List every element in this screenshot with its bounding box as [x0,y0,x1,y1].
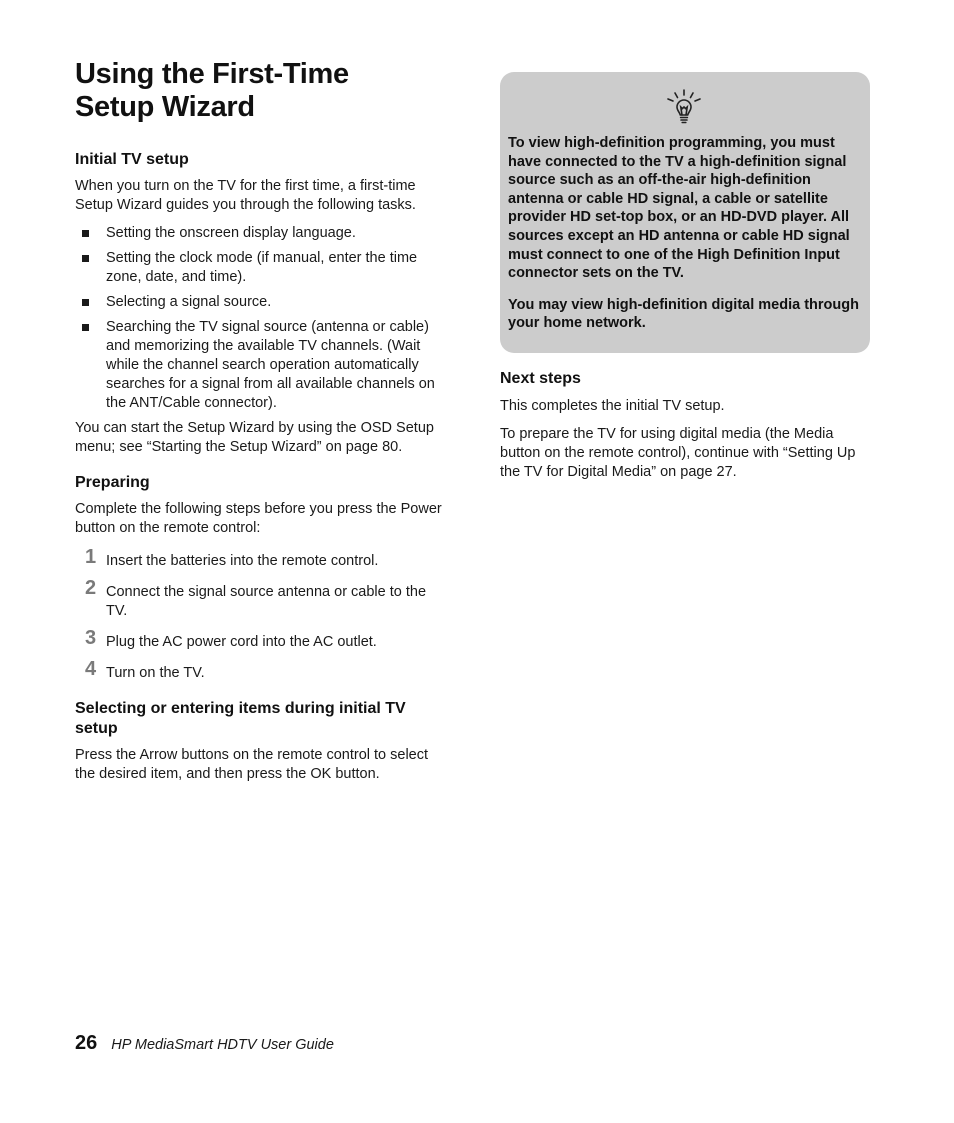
step-text: Plug the AC power cord into the AC outlet. [106,634,377,650]
guide-title: HP MediaSmart HDTV User Guide [111,1037,334,1053]
next-steps-section [500,369,870,482]
list-item-text: Searching the TV signal source (antenna or cable) and memorizing the available TV channels. (Wait while the channel search operation automatically searches for a signal from all available channels on the ANT/Cable connector). [106,319,435,411]
initial-tv-setup-intro: When you turn on the TV for the first time, a first-time Setup Wizard guides you through the following tasks. [75,178,416,213]
step-item [75,627,445,652]
list-item-text: Setting the clock mode (if manual, enter the time zone, date, and time). [106,250,418,285]
selecting-items-section [75,699,445,784]
square-bullet-icon [82,299,89,306]
step-item [75,546,445,571]
list-item [75,293,445,312]
step-number: 1 [85,546,97,568]
setup-wizard-reference: You can start the Setup Wizard by using the OSD Setup menu; see “Starting the Setup Wizard” on page 80. [75,420,434,455]
list-item [75,249,445,287]
square-bullet-icon [82,255,89,262]
square-bullet-icon [82,324,89,331]
list-item-text: Setting the onscreen display language. [106,225,356,241]
setup-task-list [75,224,445,413]
step-number: 4 [85,658,97,680]
lightbulb-icon [664,88,704,126]
page-footer [75,1032,334,1055]
selecting-items-body: Press the Arrow buttons on the remote control to select the desired item, and then press the OK button. [75,747,429,782]
step-text: Connect the signal source antenna or cable to the TV. [106,584,427,619]
list-item-text: Selecting a signal source. [106,294,272,310]
step-text: Turn on the TV. [106,665,205,681]
right-column [500,72,870,482]
preparing-heading: Preparing [75,474,150,491]
step-number: 2 [85,577,97,599]
next-steps-digital-media: To prepare the TV for using digital media (the Media button on the remote control), continue with “Setting Up the TV for Digital Media” on page 27. [500,425,856,480]
preparing-intro: Complete the following steps before you press the Power button on the remote control: [75,501,442,536]
step-text: Insert the batteries into the remote control. [106,553,379,569]
step-item [75,658,445,683]
tip-paragraph-home-network: You may view high-definition digital media through your home network. [508,296,859,332]
page-number: 26 [75,1032,98,1054]
initial-tv-setup-heading: Initial TV setup [75,151,189,168]
list-item [75,318,445,413]
list-item [75,224,445,243]
step-number: 3 [85,627,97,649]
page-title [75,58,445,124]
preparing-steps [75,546,445,683]
page-title-line-2: Setup Wizard [75,91,255,123]
tip-paragraph-hd-sources: To view high-definition programming, you must have connected to the TV a high-definition signal source such as an off-the-air high-definition antenna or cable HD signal, a cable or satellite provider HD set-top box, or an HD-DVD player. All sources except an HD antenna or cable HD signal must connect to one of the High Definition Input connector sets on the TV. [508,135,850,282]
tip-callout [500,72,870,353]
preparing-section [75,473,445,683]
initial-tv-setup-section [75,150,445,457]
selecting-items-heading: Selecting or entering items during initial TV setup [75,700,406,737]
left-column [75,58,445,784]
step-item [75,577,445,621]
next-steps-completion: This completes the initial TV setup. [500,397,725,414]
page-title-line-1: Using the First-Time [75,58,349,90]
square-bullet-icon [82,230,89,237]
next-steps-heading: Next steps [500,369,581,387]
